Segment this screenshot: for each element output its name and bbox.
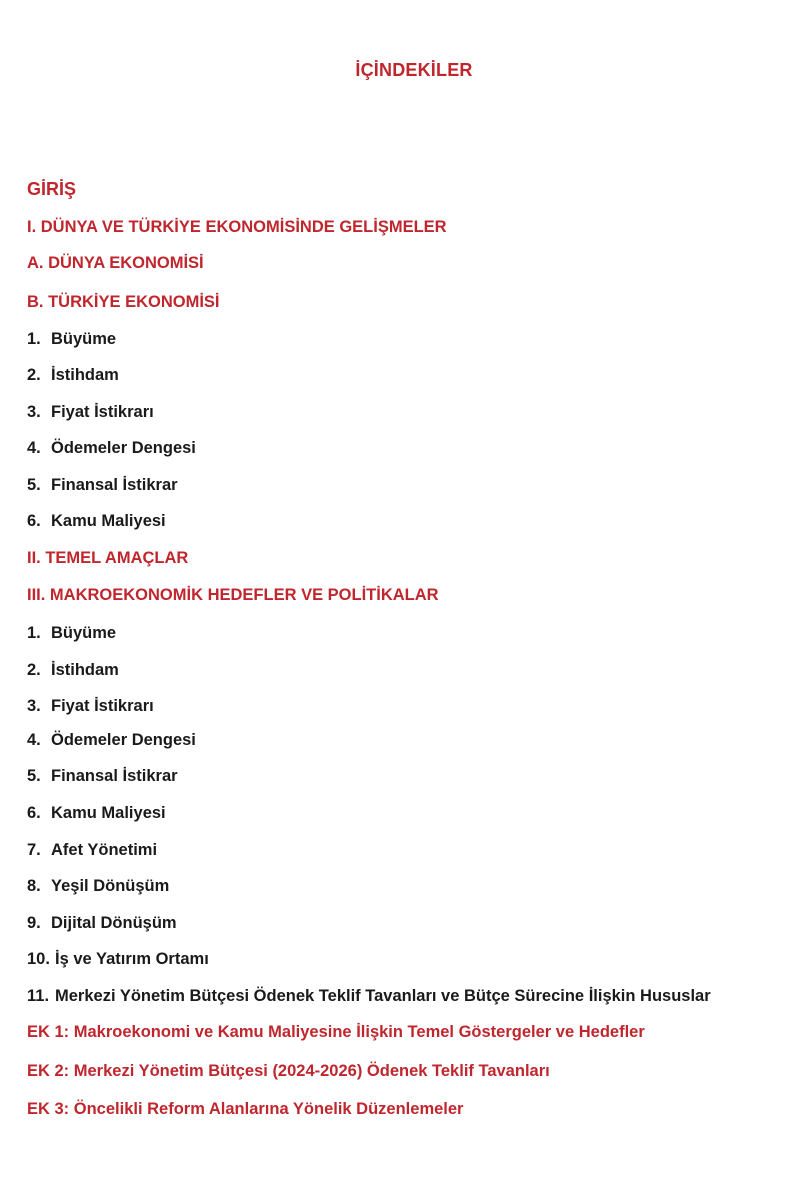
toc-label: Kamu Maliyesi: [51, 804, 166, 822]
toc-item[interactable]: [27, 475, 178, 495]
toc-label: I. DÜNYA VE TÜRKİYE EKONOMİSİNDE GELİŞMELER: [27, 218, 447, 236]
toc-label: EK 3: Öncelikli Reform Alanlarına Yönelik Düzenlemeler: [27, 1100, 464, 1118]
toc-number: 1.: [27, 330, 41, 348]
toc-item[interactable]: [27, 766, 178, 786]
toc-number: 10.: [27, 950, 50, 968]
toc-number: 3.: [27, 697, 41, 715]
toc-appendix-3[interactable]: [27, 1099, 463, 1119]
toc-label: Ödemeler Dengesi: [51, 439, 196, 457]
toc-number: 4.: [27, 439, 41, 457]
toc-item[interactable]: [27, 730, 196, 750]
toc-label: Büyüme: [51, 330, 117, 348]
toc-item[interactable]: [27, 913, 177, 933]
toc-label: Büyüme: [51, 624, 117, 642]
toc-item[interactable]: [27, 329, 116, 349]
toc-number: 5.: [27, 767, 41, 785]
toc-item[interactable]: [27, 438, 196, 458]
toc-heading-giris[interactable]: [27, 179, 76, 199]
toc-label: EK 2: Merkezi Yönetim Bütçesi (2024-2026) Ödenek Teklif Tavanları: [27, 1062, 550, 1080]
toc-number: 8.: [27, 877, 41, 895]
toc-label: B. TÜRKİYE EKONOMİSİ: [27, 293, 220, 311]
toc-heading-section-1[interactable]: [27, 217, 447, 237]
toc-item[interactable]: [27, 803, 166, 823]
toc-heading-world-economy[interactable]: [27, 253, 204, 273]
toc-label: Fiyat İstikrarı: [51, 697, 154, 715]
toc-number: 2.: [27, 661, 41, 679]
toc-number: 1.: [27, 624, 41, 642]
toc-label: A. DÜNYA EKONOMİSİ: [27, 254, 204, 272]
toc-label: III. MAKROEKONOMİK HEDEFLER VE POLİTİKALAR: [27, 586, 439, 604]
toc-number: 4.: [27, 731, 41, 749]
toc-appendix-1[interactable]: [27, 1022, 645, 1042]
toc-label: İş ve Yatırım Ortamı: [55, 950, 209, 968]
toc-number: 6.: [27, 512, 41, 530]
toc-item[interactable]: [27, 840, 157, 860]
toc-item[interactable]: [27, 949, 209, 969]
toc-number: 3.: [27, 403, 41, 421]
toc-item[interactable]: [27, 660, 119, 680]
toc-heading-turkey-economy[interactable]: [27, 292, 220, 312]
toc-item[interactable]: [27, 876, 169, 896]
toc-label: İstihdam: [51, 661, 119, 679]
toc-label: EK 1: Makroekonomi ve Kamu Maliyesine İlişkin Temel Göstergeler ve Hedefler: [27, 1023, 645, 1041]
toc-appendix-2[interactable]: [27, 1061, 550, 1081]
toc-heading-section-3[interactable]: [27, 585, 439, 605]
toc-label: Yeşil Dönüşüm: [51, 877, 170, 895]
toc-label: Dijital Dönüşüm: [51, 914, 177, 932]
toc-label: Finansal İstikrar: [51, 767, 178, 785]
toc-label: Merkezi Yönetim Bütçesi Ödenek Teklif Tavanları ve Bütçe Sürecine İlişkin Hususlar: [55, 987, 711, 1005]
toc-number: 9.: [27, 914, 41, 932]
toc-label: Kamu Maliyesi: [51, 512, 166, 530]
toc-number: 11.: [27, 987, 50, 1005]
toc-item[interactable]: [27, 696, 154, 716]
toc-label: Finansal İstikrar: [51, 476, 178, 494]
toc-heading-section-2[interactable]: [27, 548, 188, 568]
toc-label: Ödemeler Dengesi: [51, 731, 196, 749]
page-title: İÇİNDEKİLER: [355, 60, 473, 80]
toc-label: İstihdam: [51, 366, 119, 384]
toc-item[interactable]: [27, 986, 711, 1006]
toc-label: GİRİŞ: [27, 179, 77, 199]
toc-item[interactable]: [27, 402, 154, 422]
toc-number: 2.: [27, 366, 41, 384]
toc-item[interactable]: [27, 623, 116, 643]
toc-item[interactable]: [27, 511, 166, 531]
toc-label: II. TEMEL AMAÇLAR: [27, 549, 189, 567]
toc-label: Fiyat İstikrarı: [51, 403, 154, 421]
toc-number: 7.: [27, 841, 41, 859]
toc-number: 5.: [27, 476, 41, 494]
toc-number: 6.: [27, 804, 41, 822]
toc-item[interactable]: [27, 365, 119, 385]
toc-label: Afet Yönetimi: [51, 841, 158, 859]
